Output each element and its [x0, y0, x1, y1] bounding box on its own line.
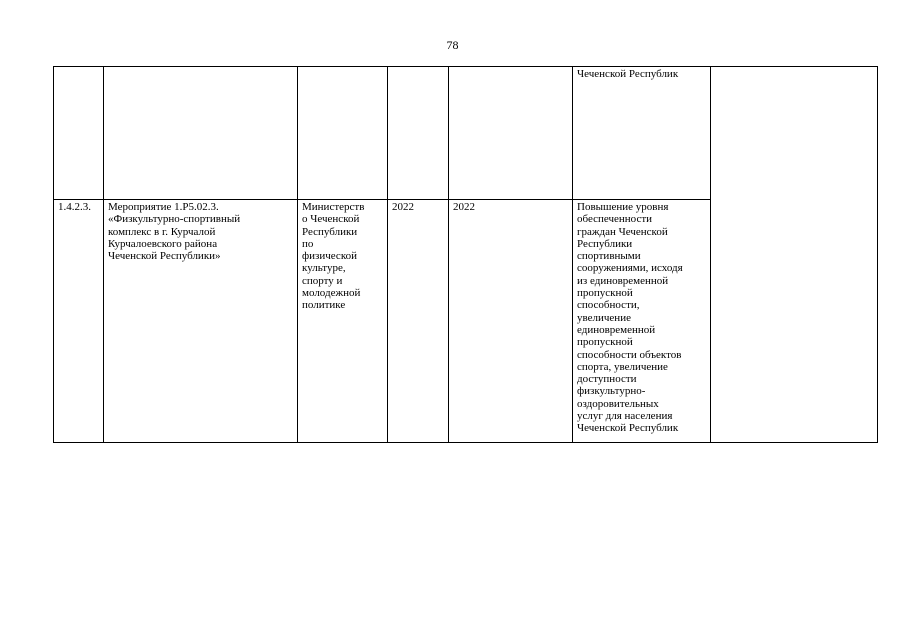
page-number: 78	[446, 38, 459, 52]
cell-executor	[298, 67, 388, 200]
cell-num: 1.4.2.3.	[54, 200, 104, 443]
events-table	[53, 66, 878, 443]
cell-extra	[711, 67, 878, 443]
cell-executor: Министерств о Чеченской Республики по физической культуре, спорту и молодежной политике	[298, 200, 388, 443]
cell-start-year	[388, 67, 449, 200]
cell-end-year: 2022	[449, 200, 573, 443]
table-row	[54, 67, 878, 200]
cell-name: Мероприятие 1.Р5.02.3. «Физкультурно-спортивный комплекс в г. Курчалой Курчалоевского района Чеченской Республики»	[104, 200, 298, 443]
cell-num	[54, 67, 104, 200]
cell-name	[104, 67, 298, 200]
cell-end-year	[449, 67, 573, 200]
cell-result: Чеченской Республик	[573, 67, 711, 200]
cell-result: Повышение уровня обеспеченности граждан Чеченской Республики спортивными сооружениями, исходя из единовременной пропускной способности, увеличение единовременной пропускной способности объектов спорта, увеличение доступности физкультурно- оздоровительных услуг для населения Чеченской Республик	[573, 200, 711, 443]
cell-start-year: 2022	[388, 200, 449, 443]
